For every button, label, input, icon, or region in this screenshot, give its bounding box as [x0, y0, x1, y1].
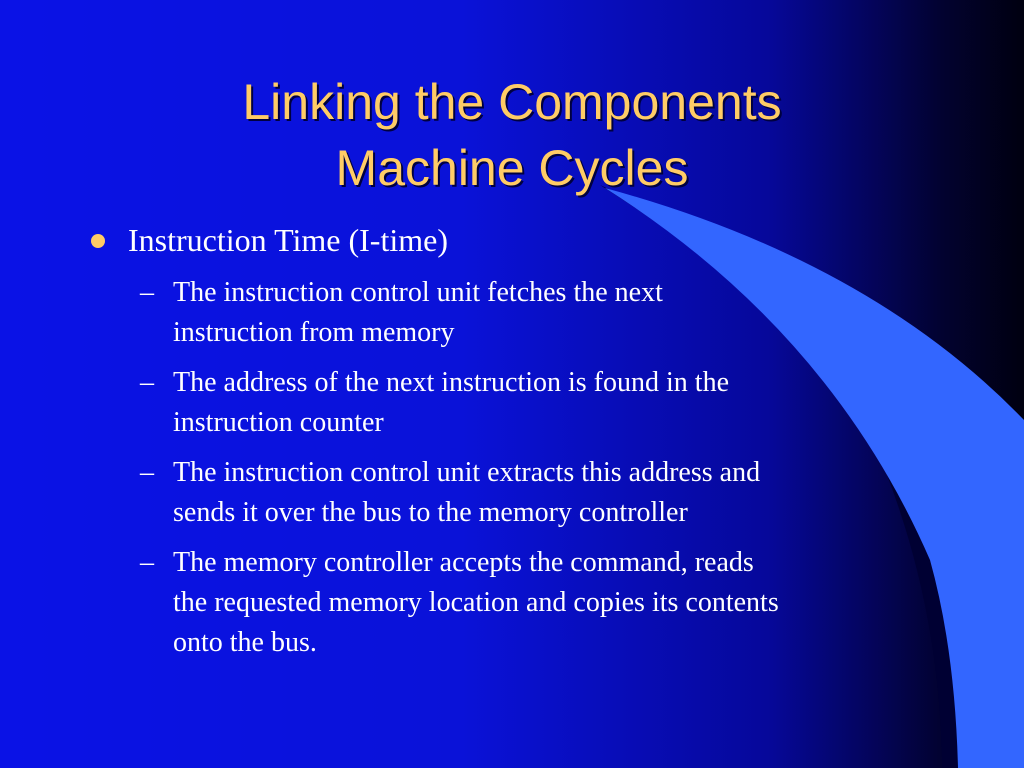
sub-bullet-dash: – [140, 367, 154, 398]
sub-bullet-3-line-2: sends it over the bus to the memory controller [173, 497, 688, 528]
slide-title-line-2: Machine Cycles [335, 140, 689, 196]
sub-bullet-dash: – [140, 457, 154, 488]
sub-bullet-2-line-1: The address of the next instruction is found in the [173, 367, 729, 398]
slide-title-line-1: Linking the Components [242, 74, 782, 130]
sub-bullet-1-line-1: The instruction control unit fetches the next [173, 277, 663, 308]
bullet-dot-icon [91, 234, 105, 248]
sub-bullet-4-line-3: onto the bus. [173, 627, 317, 658]
sub-bullet-4-line-1: The memory controller accepts the command, reads [173, 547, 754, 578]
sub-bullet-4-line-2: the requested memory location and copies its contents [173, 587, 779, 618]
sub-bullet-3-line-1: The instruction control unit extracts this address and [173, 457, 761, 488]
sub-bullet-dash: – [140, 547, 154, 578]
sub-bullet-1-line-2: instruction from memory [173, 317, 455, 348]
main-bullet-text: Instruction Time (I-time) [128, 222, 448, 258]
sub-bullet-dash: – [140, 277, 154, 308]
sub-bullet-2-line-2: instruction counter [173, 407, 384, 438]
